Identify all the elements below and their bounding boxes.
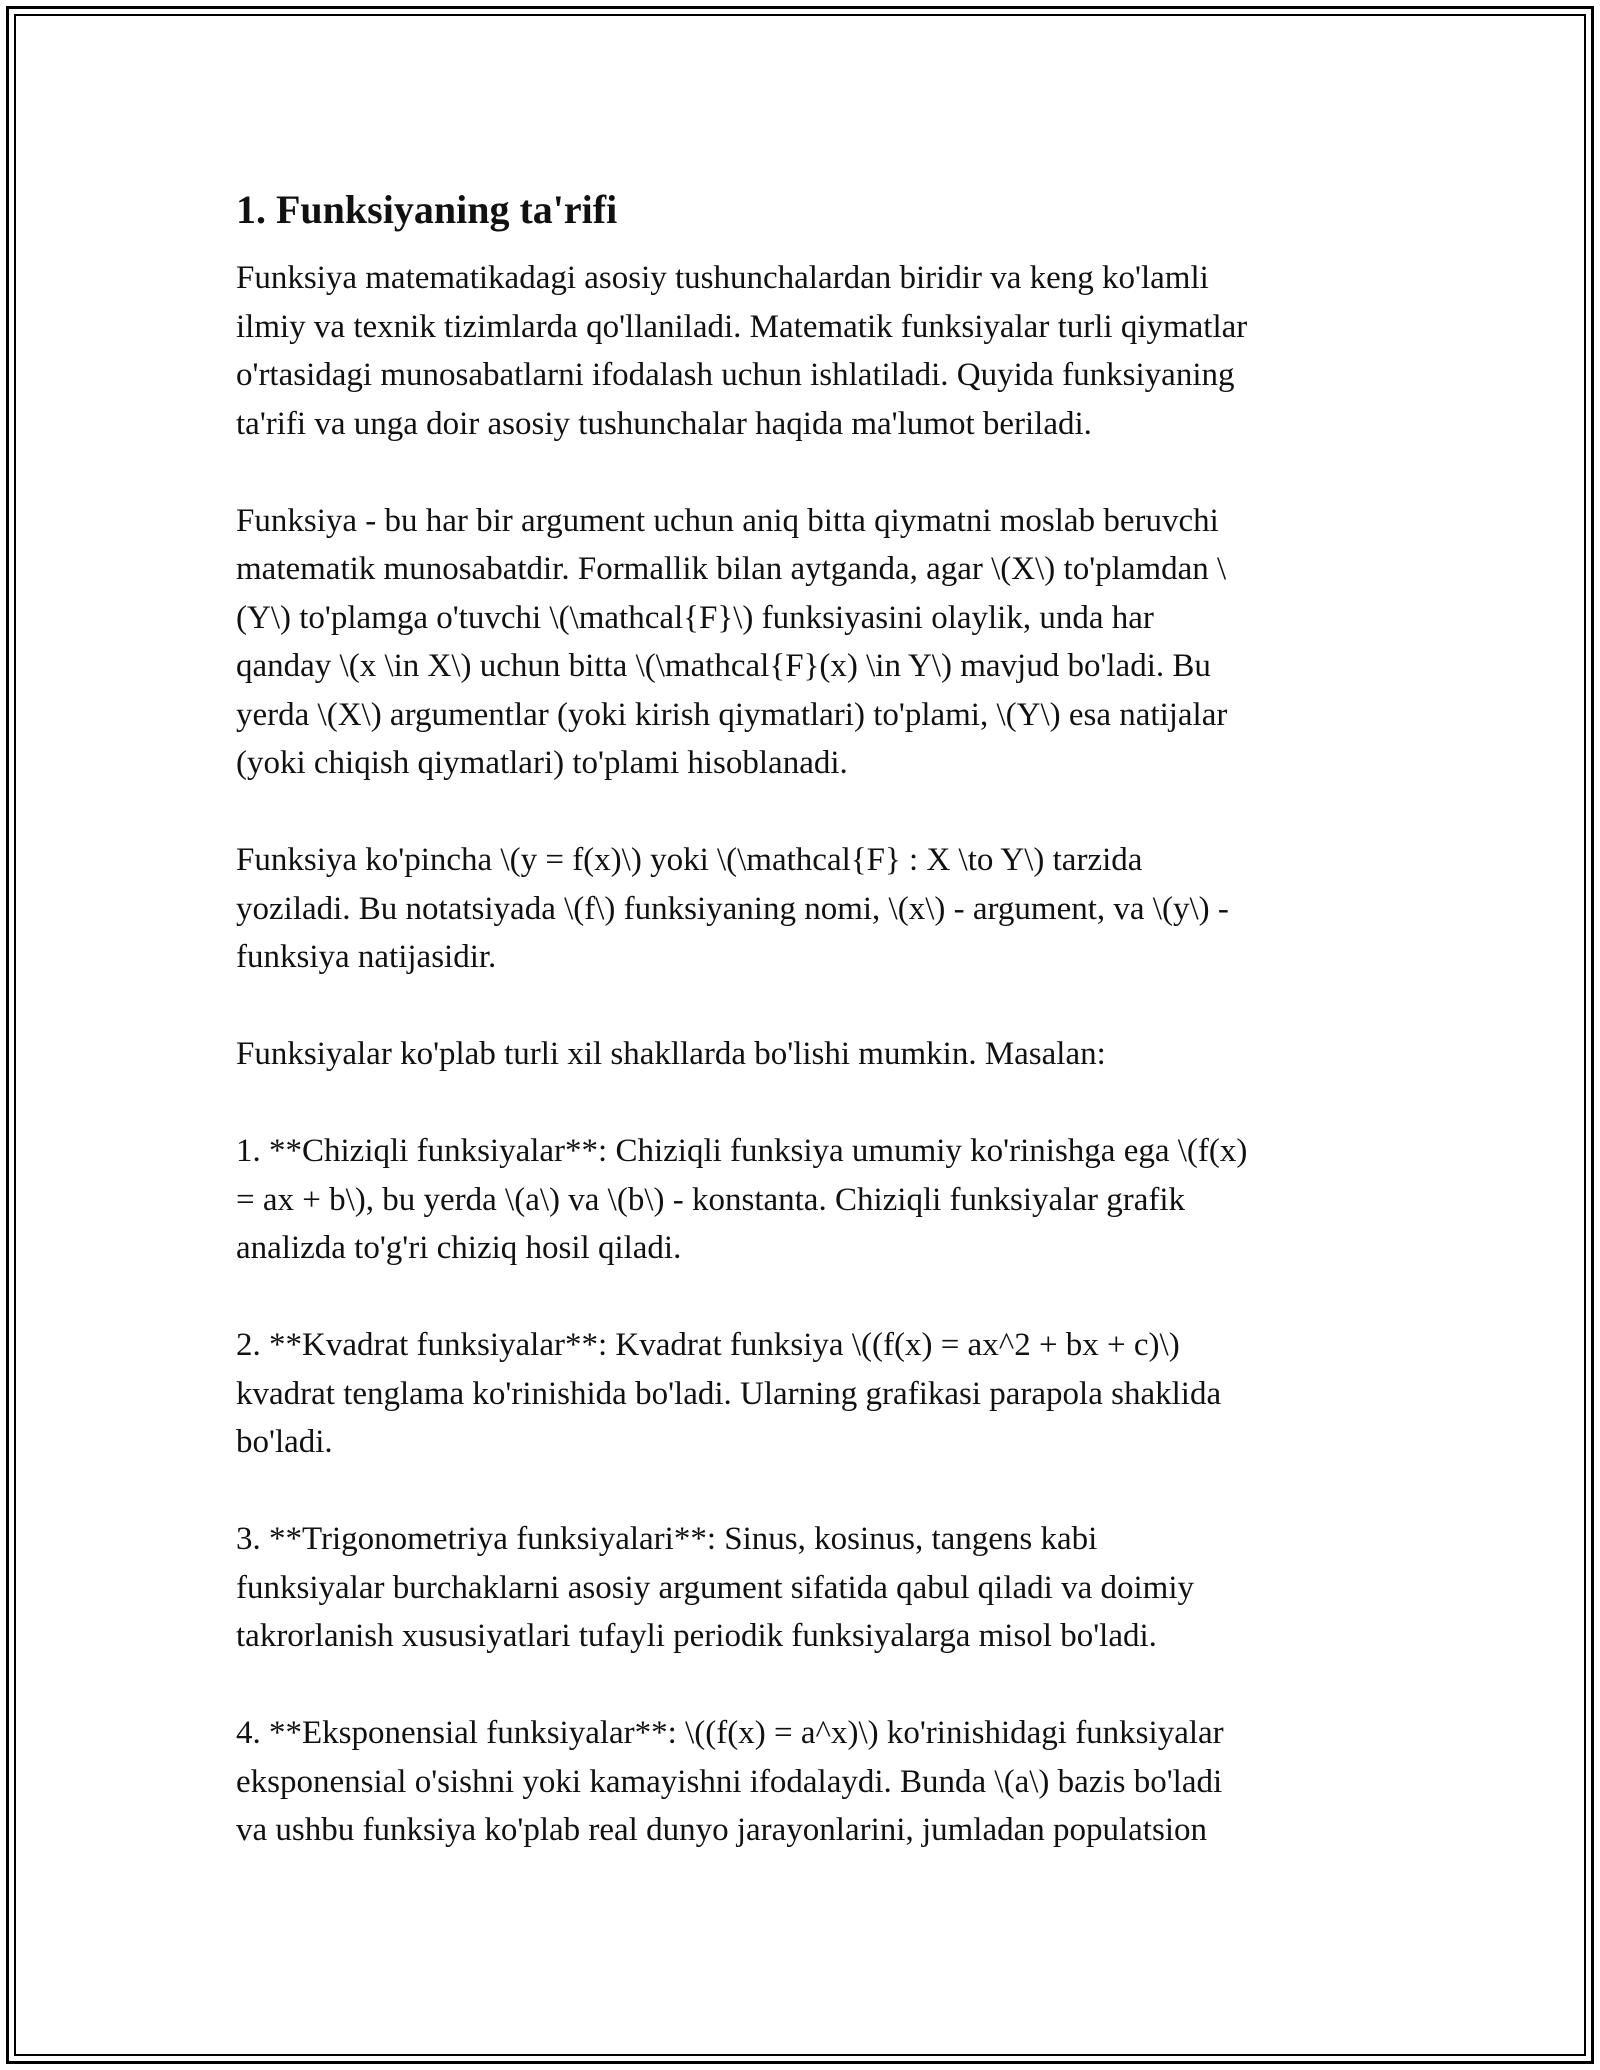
paragraph-intro: Funksiya matematikadagi asosiy tushunchalardan biridir va keng ko'lamli ilmiy va texnik tizimlarda qo'llaniladi. Matematik funksiyalar turli qiymatlar o'rtasidagi munosabatlarni ifodalash uchun ishlatiladi. Quyida funksiyaning ta'rifi va unga doir asosiy tushunchalar haqida ma'lumot beriladi. (236, 260, 1248, 442)
list-item-linear: 1. **Chiziqli funksiyalar**: Chiziqli funksiya umumiy ko'rinishga ega \(f(x) = ax + b\), bu yerda \(a\) va \(b\) - konstanta. Chiziqli funksiyalar grafik analizda to'g'ri chiziq hosil qiladi. (236, 1133, 1248, 1266)
paragraph-definition: Funksiya - bu har bir argument uchun aniq bitta qiymatni moslab beruvchi matematik munosabatdir. Formallik bilan aytganda, agar \(X\) to'plamdan \ (Y\) to'plamga o'tuvchi \(\mathcal{F}\) funksiyasini olaylik, unda har qanday \(x \in X\) uchun bitta \(\mathcal{F}(x) \in Y\) mavjud bo'ladi. Bu yerda \(X\) argumentlar (yoki kirish qiymatlari) to'plami, \(Y\) esa natijalar (yoki chiqish qiymatlari) to'plami hisoblanadi. (236, 502, 1228, 781)
list-item-trigonometric: 3. **Trigonometriya funksiyalari**: Sinus, kosinus, tangens kabi funksiyalar burchaklarni asosiy argument sifatida qabul qiladi va doimiy takrorlanish xususiyatlari tufayli periodik funksiyalarga misol bo'ladi. (236, 1521, 1194, 1654)
list-item-exponential: 4. **Eksponensial funksiyalar**: \((f(x) = a^x)\) ko'rinishidagi funksiyalar eksponensial o'sishni yoki kamayishni ifodalaydi. Bunda \(a\) bazis bo'ladi va ushbu funksiya ko'plab real dunyo jarayonlarini, jumladan populatsion (236, 1715, 1224, 1848)
paragraph-forms-intro: Funksiyalar ko'plab turli xil shakllarda bo'lishi mumkin. Masalan: (236, 1036, 1106, 1072)
document-body (236, 186, 1366, 1903)
list-item-quadratic: 2. **Kvadrat funksiyalar**: Kvadrat funksiya \((f(x) = ax^2 + bx + c)\) kvadrat tenglama ko'rinishida bo'ladi. Ularning grafikasi parapola shaklida bo'ladi. (236, 1327, 1222, 1460)
paragraph-notation: Funksiya ko'pincha \(y = f(x)\) yoki \(\mathcal{F} : X \to Y\) tarzida yoziladi. Bu notatsiyada \(f\) funksiyaning nomi, \(x\) - argument, va \(y\) - funksiya natijasidir. (236, 842, 1229, 975)
section-heading: 1. Funksiyaning ta'rifi (236, 187, 618, 232)
